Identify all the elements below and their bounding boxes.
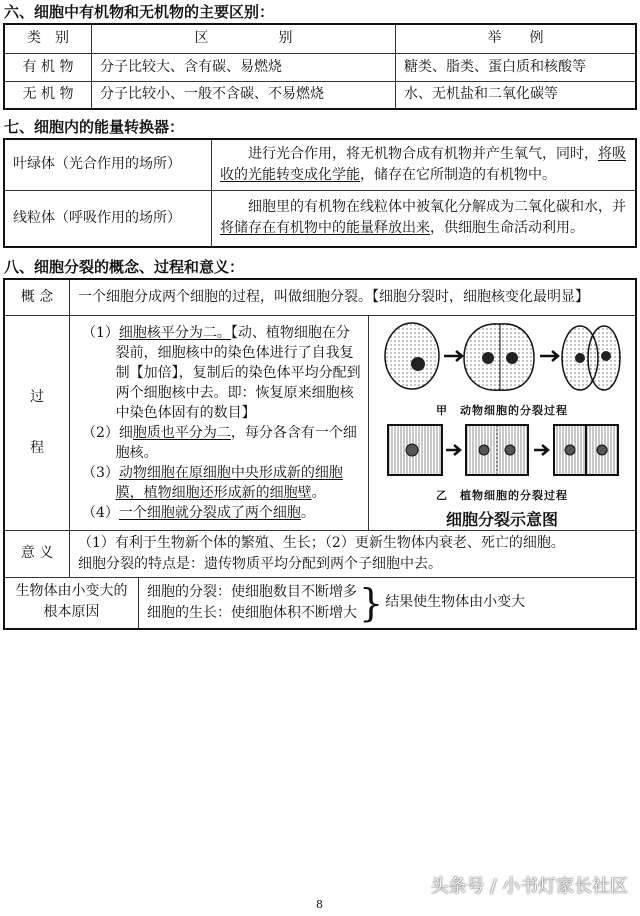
text: ，供细胞生命活动利用。 <box>430 220 584 237</box>
cell: 水、无机盐和二氧化碳等 <box>396 81 637 109</box>
energy-converter-table <box>3 138 637 248</box>
section-7-title: 七、细胞内的能量转换器： <box>4 118 185 136</box>
underlined-text: 将储存在有机物中的能量释放出来 <box>220 220 430 237</box>
header-difference: 区 别 <box>92 24 396 53</box>
watermark: 头条号 / 小书灯家长社区 <box>430 876 628 897</box>
text: 。 <box>300 504 315 521</box>
text: ，每分各含有一个细胞核。 <box>115 424 357 461</box>
text: 细 <box>118 424 133 441</box>
text: 。 <box>311 484 326 501</box>
num: （2） <box>82 424 119 441</box>
cell: 分子比较大、含有碳、易燃烧 <box>92 53 396 81</box>
text: 进行光合作用，将无机物合成有机物并产生氧气，同时， <box>248 145 598 162</box>
mitochondria-label: 线粒体（呼吸作用的场所） <box>4 190 212 247</box>
underlined-text: 一个细胞就分裂成了两个细胞 <box>118 504 301 521</box>
text: 细胞的分裂：使细胞数目不断增多 <box>147 583 357 600</box>
chloroplast-label: 叶绿体（光合作用的场所） <box>4 139 212 190</box>
table-row <box>4 53 636 81</box>
num: （1） <box>82 324 119 341</box>
table-row <box>4 139 636 190</box>
chloroplast-desc <box>212 139 637 190</box>
text: 程 <box>30 439 44 456</box>
cell-division-figure <box>369 315 637 530</box>
header-examples: 举 例 <box>396 24 637 53</box>
plant-cell-division-diagram <box>382 419 622 481</box>
process-label <box>4 315 70 530</box>
text: 并 <box>612 199 626 216</box>
underlined-text: 胞质也平分为二 <box>132 424 231 441</box>
animal-cell-division-diagram <box>382 316 622 396</box>
text: 细胞里的有机物在线粒体中被氧化分解成为二氧化碳和水， <box>248 199 612 216</box>
section-8-title: 八、细胞分裂的概念、过程和意义： <box>4 258 245 276</box>
meaning-text <box>70 530 637 577</box>
step-4 <box>82 503 362 523</box>
growth-row <box>4 577 636 629</box>
brace-icon: } <box>359 580 384 625</box>
underlined-text: 细胞核平分为二。 <box>118 324 231 341</box>
concept-text: 一个细胞分成两个细胞的过程，叫做细胞分裂。【细胞分裂时，细胞核变化最明显】 <box>70 279 637 315</box>
table-row <box>4 190 636 247</box>
table-row <box>4 81 636 109</box>
figure-title: 细胞分裂示意图 <box>445 509 558 529</box>
meaning-label: 意 义 <box>4 530 70 577</box>
underlined-text: 将吸收的光能转变成化学能 <box>220 145 626 183</box>
animal-caption: 甲 动物细胞的分裂过程 <box>436 403 568 417</box>
text: 过 <box>30 388 44 405</box>
page-number: 8 <box>316 898 323 911</box>
text: （1）有利于生物新个体的繁殖、生长；（2）更新生物体内衰老、死亡的细胞。 <box>78 534 565 551</box>
num: （3） <box>82 464 119 481</box>
step-1 <box>82 323 362 423</box>
mitochondria-desc <box>212 190 637 247</box>
header-category: 类 别 <box>4 24 92 53</box>
process-steps <box>70 315 369 530</box>
growth-label: 生物体由小变大的根本原因 <box>5 578 139 628</box>
num: （4） <box>82 504 119 521</box>
plant-caption: 乙 植物细胞的分裂过程 <box>436 488 568 502</box>
growth-content <box>139 578 533 628</box>
step-3 <box>82 463 362 503</box>
text: ，储存在它所制造的有机物中。 <box>360 166 556 183</box>
cell-division-table <box>3 278 637 630</box>
cell: 无 机 物 <box>4 81 92 109</box>
cell: 有 机 物 <box>4 53 92 81</box>
text: 【动、植物细胞在分裂前，细胞核中的染色体进行了自我复制【加倍】，复制后的染色体平均分配到两个细胞核中去。即：恢复原来细胞核中染色体固有的数目】 <box>115 324 361 421</box>
section-6-title: 六、细胞中有机物和无机物的主要区别： <box>4 3 275 21</box>
underlined-text: 动物细胞在原细胞中央形成新的细胞膜，植物细胞还形成新的细胞壁 <box>115 464 343 501</box>
cell: 分子比较小、一般不含碳、不易燃烧 <box>92 81 396 109</box>
organic-inorganic-table <box>3 23 637 110</box>
text: 细胞的生长：使细胞体积不断增大 <box>147 604 357 621</box>
growth-result: 结果使生物体由小变大 <box>385 594 526 610</box>
step-2 <box>82 423 362 463</box>
concept-label: 概 念 <box>4 279 70 315</box>
cell: 糖类、脂类、蛋白质和核酸等 <box>396 53 637 81</box>
text: 细胞分裂的特点是：遗传物质平均分配到两个子细胞中去。 <box>78 555 442 572</box>
